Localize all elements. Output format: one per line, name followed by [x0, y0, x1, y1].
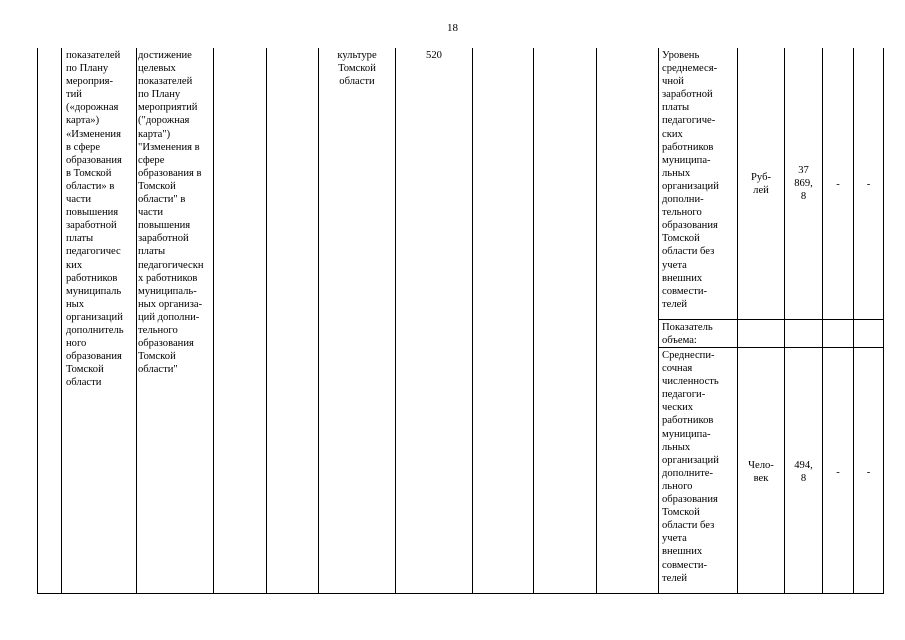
- code-cell: 520: [426, 50, 442, 61]
- column-divider: [737, 48, 738, 593]
- column-divider: [318, 48, 319, 593]
- department-cell: культуре Томской области: [337, 50, 377, 88]
- page-number: 18: [447, 22, 458, 34]
- indicator-1-col-b: -: [866, 179, 871, 190]
- indicator-1-value: 37 869, 8: [794, 165, 813, 203]
- column-divider: [61, 48, 62, 593]
- column-divider: [472, 48, 473, 593]
- indicator-2-name: Показатель объема:: [662, 322, 713, 347]
- indicator-3-col-a: -: [836, 467, 840, 478]
- indicator-1-name: Уровень среднемеся- чной заработной платы педагогиче- ских работников муниципа- льных организаций дополни- тельного образования Томской области без учета внешних совмести- телей: [662, 50, 719, 310]
- indicator-1-col-a: -: [836, 179, 840, 190]
- indicator-3-name: Среднеспи- сочная численность педагоги- ческих работников муниципа- льных организаций дополните- льного образования Томской области без учета внешних совмести- телей: [662, 350, 719, 584]
- indicator-3-value: 494, 8: [794, 460, 813, 485]
- indicator-3-col-b: -: [866, 467, 871, 478]
- column-divider: [596, 48, 597, 593]
- table-border-left: [37, 48, 38, 593]
- column-divider: [266, 48, 267, 593]
- row-divider: [658, 319, 884, 320]
- table-border-right: [883, 48, 884, 593]
- column-divider: [822, 48, 823, 593]
- indicator-1-unit: Руб- лей: [751, 172, 771, 197]
- column-divider: [533, 48, 534, 593]
- goal-text-cell: достижение целевых показателей по Плану мероприятий ("дорожная карта") "Изменения в сфере образования в Томской области" в части повышения заработной платы педагогическн х работников муниципаль- ных организа- ций дополни- тельного образования Томской области": [138, 50, 204, 376]
- column-divider: [213, 48, 214, 593]
- column-divider: [853, 48, 854, 593]
- column-divider: [395, 48, 396, 593]
- column-divider: [658, 48, 659, 593]
- indicator-name-cell: показателей по Плану мероприя- тий («дорожная карта») «Изменения в сфере образования в Томской области» в части повышения заработной платы педагогичес ких работников муниципаль ных организаций дополнитель ного образования Томской области: [66, 50, 124, 389]
- table-border-bottom: [37, 593, 884, 594]
- column-divider: [784, 48, 785, 593]
- indicator-3-unit: Чело- век: [748, 460, 774, 485]
